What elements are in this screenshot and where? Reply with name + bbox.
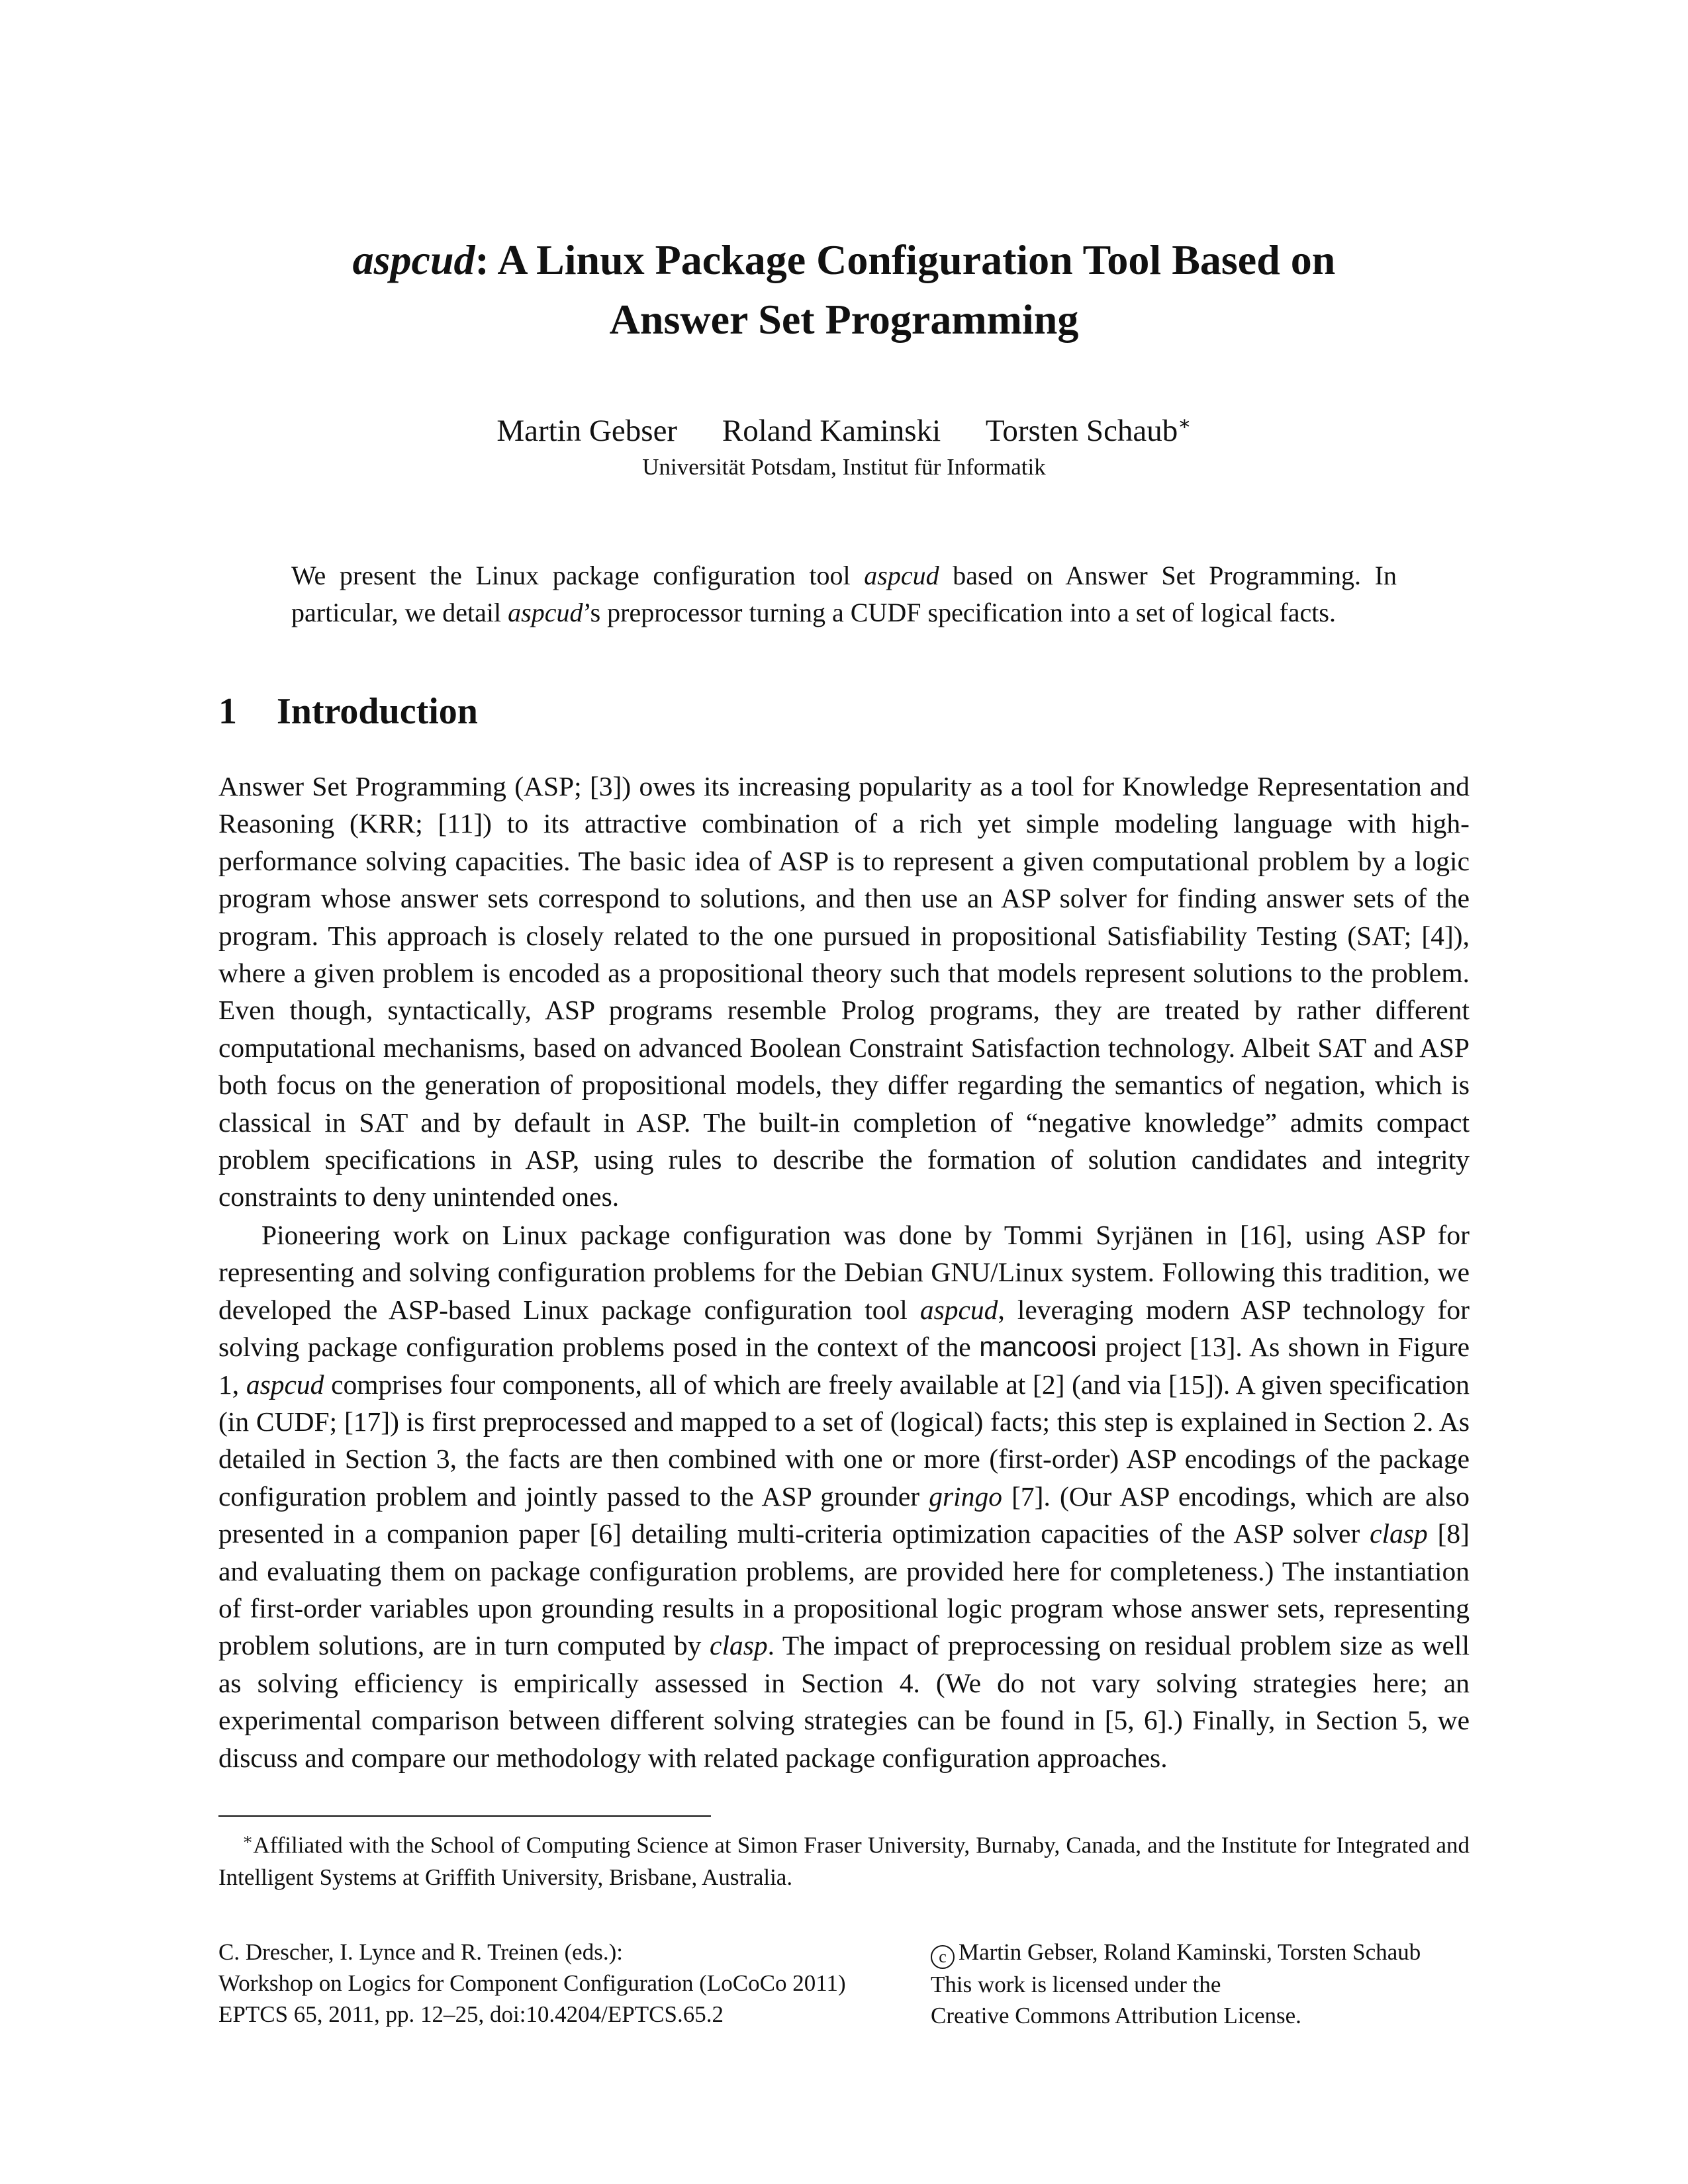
section-number: 1 — [218, 691, 237, 732]
footnote-rule — [218, 1815, 711, 1817]
para2-tool-aspcud-2: aspcud — [246, 1369, 324, 1400]
author-list — [218, 404, 1470, 451]
author-3 — [986, 414, 1192, 448]
author-footnote-mark: ∗ — [1178, 412, 1192, 434]
paper-title — [218, 230, 1470, 349]
para2-tool-clasp-1: clasp — [1370, 1518, 1428, 1549]
intro-paragraph-1: Answer Set Programming (ASP; [3]) owes its increasing popularity as a tool for Knowledge Representation and Reasoning (KRR; [11]) to its attractive combination of a rich yet simple modeling language with high-performance solving capacities. The basic idea of ASP is to represent a given computational problem by a logic program whose answer sets correspond to solutions, and then use an ASP solver for finding answer sets of the program. This approach is closely related to the one pursued in propositional Satisfiability Testing (SAT; [4]), where a given problem is encoded as a propositional theory such that models represent solutions to the problem. Even though, syntactically, ASP programs resemble Prolog programs, they are treated by rather different computational mechanisms, based on advanced Boolean Constraint Satisfaction technology. Albeit SAT and ASP both focus on the generation of propositional models, they differ regarding the semantics of negation, which is classical in SAT and by default in ASP. The built-in completion of “negative knowledge” admits compact problem specifications in ASP, using rules to describe the formation of solution candidates and integrity constraints to deny unintended ones. — [218, 771, 1470, 1212]
title-line2: Answer Set Programming — [609, 296, 1079, 343]
para2-text-d: comprises four components, all of which are freely available at [2] (and via [15]). A given specification (in CUDF; [17]) is first preprocessed and mapped to a set of (logical) facts; this step is explained in Section 2. As detailed in Section 3, the facts are then combined with one or more (first-order) ASP encodings of the package configuration problem and jointly passed to the ASP grounder — [218, 1369, 1470, 1512]
title-line1-rest: : A Linux Package Configuration Tool Based on — [475, 236, 1336, 283]
intro-paragraph-2 — [218, 1216, 1470, 1776]
author-3-name: Torsten Schaub — [985, 413, 1178, 448]
footer-left — [218, 1936, 846, 2030]
abstract-tool-1: aspcud — [864, 561, 939, 590]
section-heading — [218, 688, 478, 735]
para2-tool-aspcud-1: aspcud — [919, 1294, 998, 1325]
para2-tool-gringo: gringo — [929, 1480, 1002, 1512]
abstract-text-1: We present the Linux package configuration tool — [291, 561, 865, 590]
footer-right — [931, 1936, 1421, 2031]
abstract — [291, 557, 1397, 631]
footer-license-name: Creative Commons Attribution License. — [931, 2003, 1301, 2028]
para2-text-f: [8] and evaluating them on package configuration problems, are provided here for completeness.) The instantiation of first-order variables upon grounding results in a propositional logic program whose answer sets, representing problem solutions, are in turn computed by — [218, 1518, 1470, 1661]
para2-text-a: Pioneering work on Linux package configuration was done by Tommi Syrjänen in [16], using ASP for representing and solving configuration problems for the Debian GNU/Linux system. Following this tradition, we developed the ASP-based Linux package configuration tool — [218, 1220, 1470, 1325]
abstract-tool-2: aspcud — [508, 598, 583, 627]
copyright-icon: c — [931, 1945, 955, 1969]
footer-workshop: Workshop on Logics for Component Configuration (LoCoCo 2011) — [218, 1970, 846, 1996]
author-1: Martin Gebser — [496, 413, 678, 448]
para2-text-e: [7]. (Our ASP encodings, which are also presented in a companion paper [6] detailing multi-criteria optimization capacities of the ASP solver — [218, 1480, 1470, 1549]
para2-tool-clasp-2: clasp — [710, 1630, 768, 1661]
footnote — [218, 1824, 1470, 1893]
para2-text-b: , leveraging modern ASP technology for solving package configuration problems posed in the context of the — [218, 1294, 1470, 1363]
footer-license-line: This work is licensed under the — [931, 1972, 1221, 1997]
abstract-text-3: ’s preprocessor turning a CUDF specification into a set of logical facts. — [583, 598, 1336, 627]
footnote-text: Affiliated with the School of Computing Science at Simon Fraser University, Burnaby, Canada, and the Institute for Integrated and Intelligent Systems at Griffith University, Brisbane, Australia. — [218, 1832, 1470, 1890]
para2-project-mancoosi: mancoosi — [979, 1331, 1097, 1363]
author-2: Roland Kaminski — [722, 413, 941, 448]
footer-copyright-holders: Martin Gebser, Roland Kaminski, Torsten Schaub — [959, 1939, 1421, 1965]
abstract-text-2: based on Answer Set Programming. In particular, we detail — [291, 561, 1397, 627]
section-title: Introduction — [277, 691, 478, 732]
para2-text-g: . The impact of preprocessing on residual problem size as well as solving efficiency is empirically assessed in Section 4. (We do not vary solving strategies here; an experimental comparison between different solving strategies can be found in [5, 6].) Finally, in Section 5, we discuss and compare our methodology with related package configuration approaches. — [218, 1630, 1470, 1773]
title-tool-name: aspcud — [352, 236, 475, 283]
footnote-mark: ∗ — [242, 1831, 254, 1848]
footer-editors: C. Drescher, I. Lynce and R. Treinen (eds.): — [218, 1939, 623, 1965]
footer-doi: EPTCS 65, 2011, pp. 12–25, doi:10.4204/EPTCS.65.2 — [218, 2001, 724, 2027]
affiliation: Universität Potsdam, Institut für Informatik — [642, 454, 1046, 480]
para2-text-c: project [13]. As shown in Figure 1, — [218, 1332, 1470, 1400]
